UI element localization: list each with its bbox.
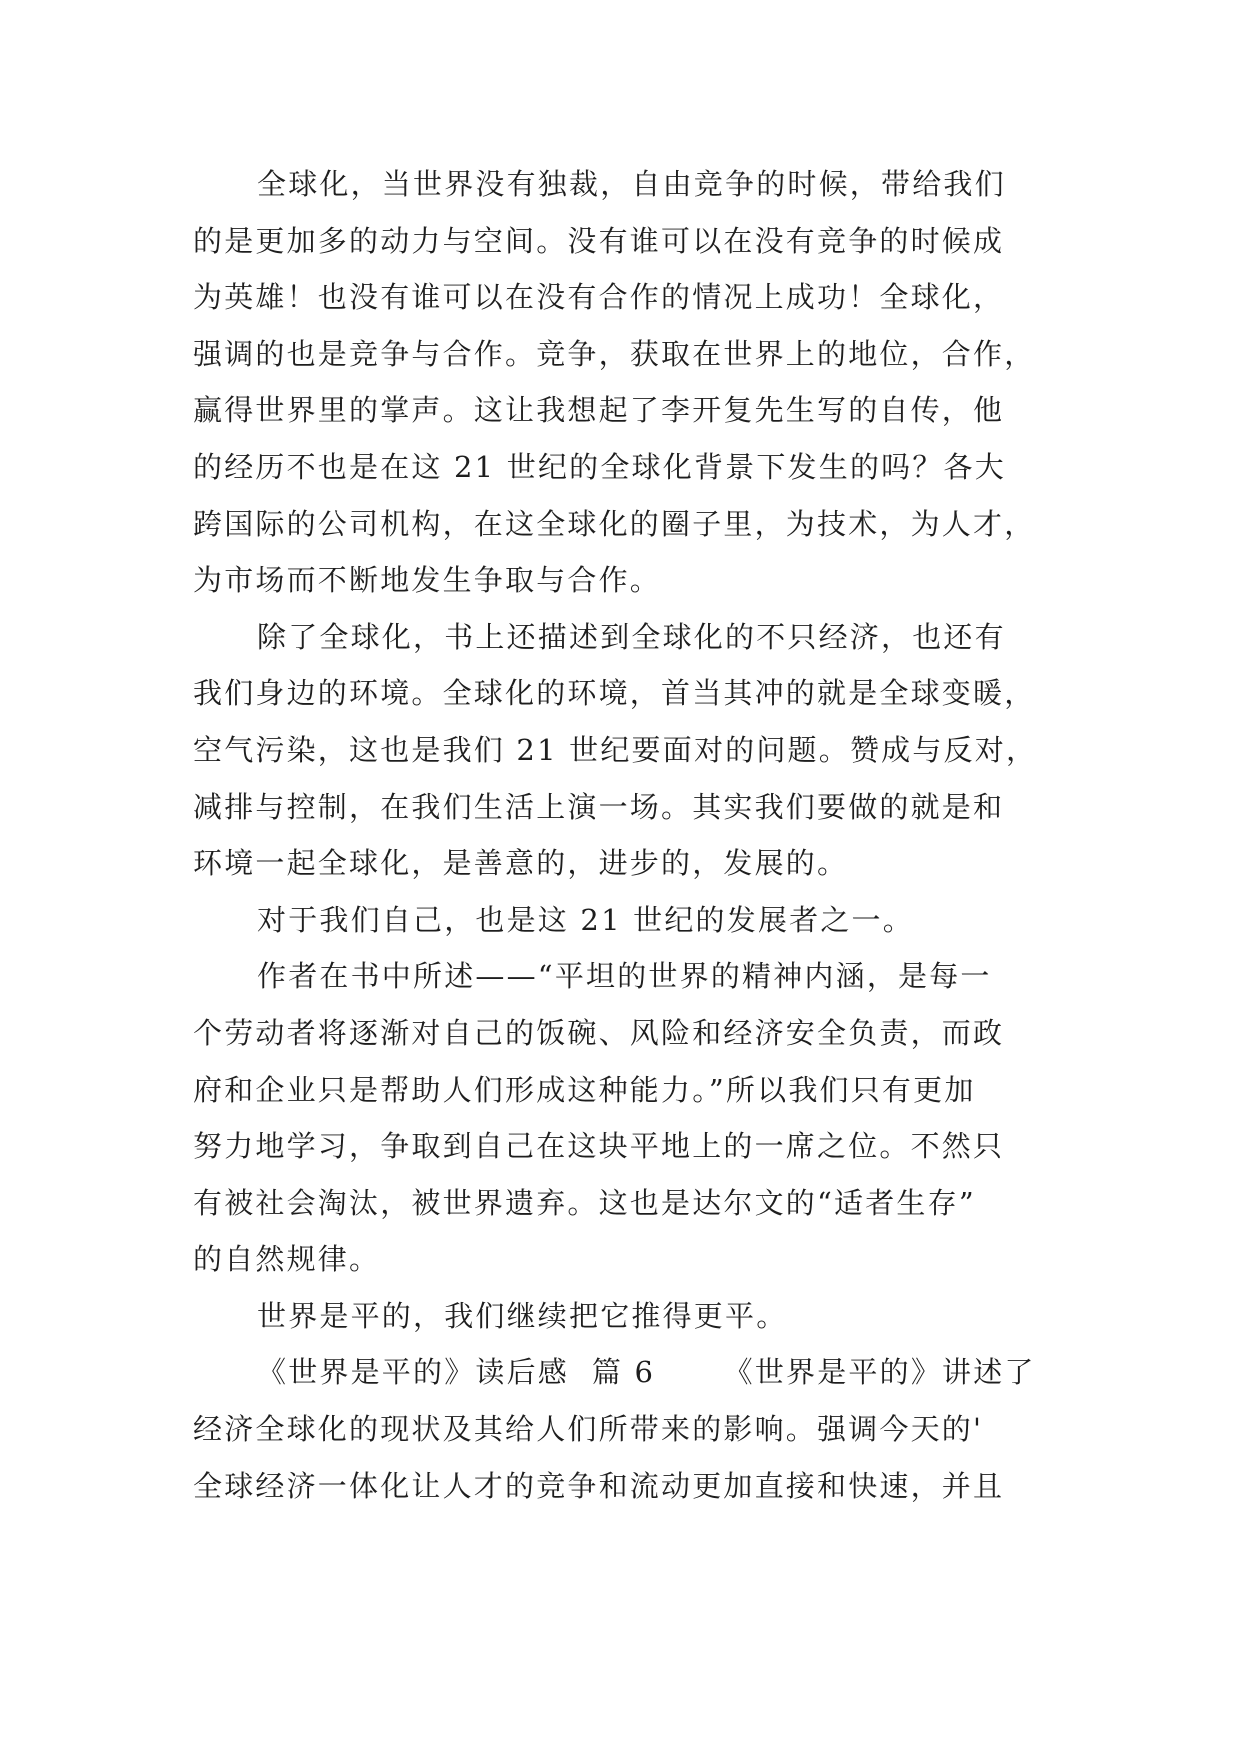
text-line: 除了全球化，书上还描述到全球化的不只经济，也还有: [257, 619, 1006, 654]
text-line: 经济全球化的现状及其给人们所带来的影响。强调今天的': [193, 1412, 984, 1447]
text-line: 世界是平的，我们继续把它推得更平。: [257, 1298, 788, 1333]
text-line: 个劳动者将逐渐对自己的饭碗、风险和经济安全负责，而政: [193, 1015, 1005, 1050]
text-line: 为英雄！也没有谁可以在没有合作的情况上成功！全球化，: [193, 280, 1005, 315]
text-line: 赢得世界里的掌声。这让我想起了李开复先生写的自传，他: [193, 393, 1005, 428]
text-line: 全球化，当世界没有独裁，自由竞争的时候，带给我们: [257, 167, 1006, 201]
text-line: 《世界是平的》读后感 篇 6 《世界是平的》讲述了: [257, 1355, 1036, 1390]
body-text: [193, 156, 1053, 1514]
text-line: 跨国际的公司机构，在这全球化的圈子里，为技术，为人才，: [193, 506, 1036, 541]
text-line: 努力地学习，争取到自己在这块平地上的一席之位。不然只: [193, 1129, 1005, 1164]
text-line: 对于我们自己，也是这 21 世纪的发展者之一。: [257, 902, 914, 937]
text-line: 的自然规律。: [193, 1242, 381, 1277]
text-line: 的是更加多的动力与空间。没有谁可以在没有竞争的时候成: [193, 223, 1005, 258]
text-line: 我们身边的环境。全球化的环境，首当其冲的就是全球变暖，: [193, 676, 1036, 711]
text-line: 减排与控制，在我们生活上演一场。其实我们要做的就是和: [193, 789, 1005, 824]
text-line: 强调的也是竞争与合作。竞争，获取在世界上的地位，合作，: [193, 336, 1036, 371]
text-line: 全球经济一体化让人才的竞争和流动更加直接和快速，并且: [193, 1468, 1005, 1503]
text-line: 环境一起全球化，是善意的，进步的，发展的。: [193, 846, 849, 881]
text-line: 作者在书中所述——“平坦的世界的精神内涵，是每一: [257, 959, 992, 994]
text-line: 为市场而不断地发生争取与合作。: [193, 563, 662, 598]
text-line: 有被社会淘汰，被世界遗弃。这也是达尔文的“适者生存”: [193, 1185, 976, 1220]
text-line: 府和企业只是帮助人们形成这种能力。”所以我们只有更加: [193, 1072, 976, 1107]
text-line: 空气污染，这也是我们 21 世纪要面对的问题。赞成与反对，: [193, 732, 1038, 767]
text-line: 的经历不也是在这 21 世纪的全球化背景下发生的吗？各大: [193, 449, 1006, 484]
